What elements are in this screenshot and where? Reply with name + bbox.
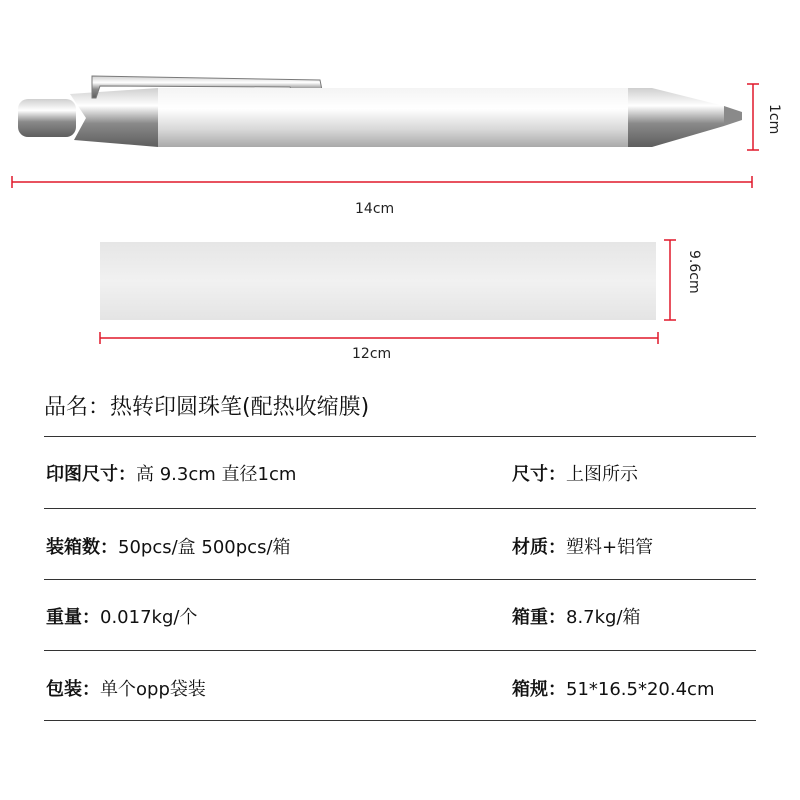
spec-label: 装箱数： (46, 537, 118, 558)
spec-value: 51*16.5*20.4cm (566, 679, 715, 700)
spec-packaging (46, 675, 206, 701)
spec-dimensions (512, 460, 638, 486)
spec-label: 箱规： (512, 679, 566, 700)
spec-value: 8.7kg/箱 (566, 607, 641, 628)
film-height-dimension (664, 240, 676, 320)
pen-button (18, 99, 76, 137)
spec-label: 重量： (46, 607, 100, 628)
spec-label: 印图尺寸： (46, 464, 136, 485)
pen-length-label: 14cm (355, 201, 395, 217)
film-width-label: 12cm (352, 346, 392, 362)
film-width-dimension (100, 332, 658, 344)
pen-tip (628, 88, 742, 147)
pen-diameter-label: 1cm (766, 104, 782, 135)
spec-material (512, 533, 653, 559)
spec-print-size (46, 460, 296, 486)
pen-diagram (0, 0, 800, 380)
film-height-label: 9.6cm (686, 250, 702, 294)
product-name-label: 品名： (44, 395, 111, 420)
pen-head (70, 88, 158, 147)
spec-value: 塑料+铝管 (566, 537, 654, 558)
spec-weight (46, 603, 197, 629)
spec-value: 50pcs/盒 500pcs/箱 (118, 537, 291, 558)
divider (44, 508, 756, 509)
spec-value: 上图所示 (566, 464, 638, 485)
divider (44, 720, 756, 721)
spec-label: 材质： (512, 537, 566, 558)
spec-packing-qty (46, 533, 291, 559)
divider (44, 436, 756, 437)
product-name-value: 热转印圆珠笔(配热收缩膜) (110, 395, 370, 420)
spec-box-size (512, 675, 715, 701)
pen-diameter-dimension (747, 84, 759, 150)
divider (44, 579, 756, 580)
spec-label: 箱重： (512, 607, 566, 628)
spec-value: 0.017kg/个 (100, 607, 198, 628)
pen-body (158, 88, 630, 147)
spec-label: 包装： (46, 679, 100, 700)
pen-length-dimension (12, 176, 752, 188)
spec-label: 尺寸： (512, 464, 566, 485)
spec-value: 高 9.3cm 直径1cm (136, 464, 297, 485)
shrink-film (100, 242, 656, 320)
spec-box-weight (512, 603, 641, 629)
spec-value: 单个opp袋装 (100, 679, 206, 700)
divider (44, 650, 756, 651)
product-name (44, 390, 369, 421)
